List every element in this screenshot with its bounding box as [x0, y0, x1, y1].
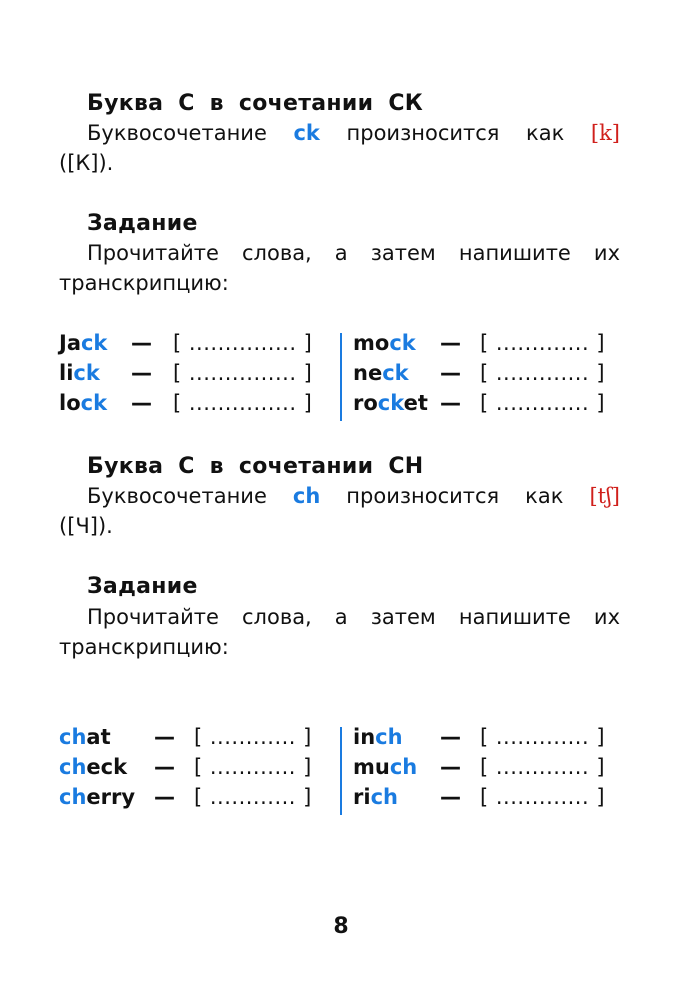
task-instruction-line-2: транскрипцию:: [59, 635, 229, 659]
section-heading-ck: Буква С в сочетании СК: [87, 91, 424, 116]
rule-line-2: ([Ч]).: [59, 514, 113, 538]
transcription-blank[interactable]: [ ............ ]: [194, 785, 312, 809]
word-check: check: [59, 755, 128, 779]
transcription-blank[interactable]: [ ............. ]: [480, 391, 606, 415]
task-instruction-2: [59, 602, 620, 662]
task-heading-2: Задание: [87, 574, 198, 599]
exercise-row: [59, 361, 620, 391]
letter-combination-ch: ch: [292, 484, 321, 508]
word-rich: rich: [353, 785, 398, 809]
transcription-blank[interactable]: [ ............... ]: [173, 391, 313, 415]
rule-paragraph-ch: [59, 481, 620, 541]
word-inch: inch: [353, 725, 403, 749]
dash: —: [440, 755, 461, 779]
word-jack: Jack: [59, 331, 108, 355]
transcription-k: [k]: [590, 121, 620, 145]
word-much: much: [353, 755, 418, 779]
dash: —: [131, 331, 152, 355]
transcription-blank[interactable]: [ ............. ]: [480, 785, 606, 809]
transcription-blank[interactable]: [ ............ ]: [194, 755, 312, 779]
rule-text-start: Буквосочетание: [87, 121, 267, 145]
word-lick: lick: [59, 361, 100, 385]
section-heading-ch: Буква С в сочетании СН: [87, 454, 424, 479]
transcription-blank[interactable]: [ ............ ]: [194, 725, 312, 749]
dash: —: [440, 331, 461, 355]
task-instruction-line-2: транскрипцию:: [59, 271, 229, 295]
transcription-blank[interactable]: [ ............. ]: [480, 755, 606, 779]
dash: —: [440, 361, 461, 385]
exercise-row: [59, 725, 620, 755]
task-heading-1: Задание: [87, 211, 198, 236]
dash: —: [440, 725, 461, 749]
word-mock: mock: [353, 331, 416, 355]
page-number: 8: [333, 914, 349, 939]
transcription-blank[interactable]: [ ............. ]: [480, 725, 606, 749]
task-instruction-line-1: Прочитайте слова, а затем напишите их: [87, 605, 620, 629]
transcription-blank[interactable]: [ ............... ]: [173, 331, 313, 355]
dash: —: [131, 361, 152, 385]
transcription-blank[interactable]: [ ............. ]: [480, 331, 606, 355]
dash: —: [131, 391, 152, 415]
exercise-row: [59, 331, 620, 361]
exercise-row: [59, 391, 620, 421]
dash: —: [440, 785, 461, 809]
dash: —: [440, 391, 461, 415]
rule-paragraph-ck: [59, 118, 620, 178]
dash: —: [154, 755, 175, 779]
word-rocket: rocket: [353, 391, 428, 415]
transcription-blank[interactable]: [ ............. ]: [480, 361, 606, 385]
transcription-tsh: [tʃ]: [589, 484, 620, 508]
letter-combination-ck: ck: [293, 121, 320, 145]
task-instruction-1: [59, 238, 620, 298]
rule-text-start: Буквосочетание: [87, 484, 267, 508]
dash: —: [154, 785, 175, 809]
dash: —: [154, 725, 175, 749]
word-lock: lock: [59, 391, 108, 415]
transcription-blank[interactable]: [ ............... ]: [173, 361, 313, 385]
exercise-row: [59, 785, 620, 815]
exercise-row: [59, 755, 620, 785]
task-instruction-line-1: Прочитайте слова, а затем напишите их: [87, 241, 620, 265]
rule-text-middle: произносится как: [346, 484, 564, 508]
rule-line-2: ([К]).: [59, 151, 114, 175]
rule-text-middle: произносится как: [346, 121, 565, 145]
word-neck: neck: [353, 361, 409, 385]
rule-line-1: [59, 118, 620, 148]
word-cherry: cherry: [59, 785, 136, 809]
rule-line-1: [59, 481, 620, 511]
word-chat: chat: [59, 725, 111, 749]
